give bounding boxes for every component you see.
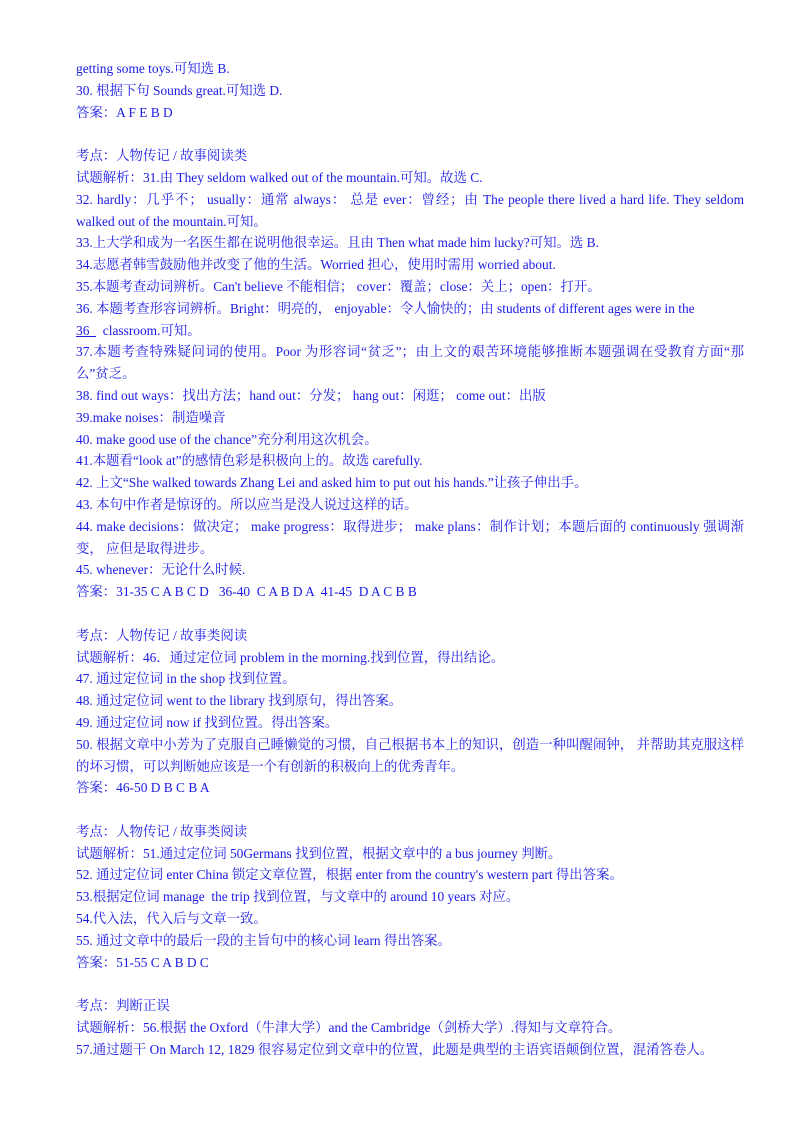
explanation-41: 41.本题看“look at”的感情色彩是积极向上的。故选 carefully. bbox=[76, 453, 423, 469]
explanation-38: 38. find out ways：找出方法；hand out：分发； hang out：闲逛； come out：出版 bbox=[76, 387, 546, 403]
explanation-36: 36. 本题考查形容词辨析。Bright：明亮的， enjoyable：令人愉快的；由 students of different ages were in the bbox=[76, 300, 695, 316]
explanation-31: 试题解析：31.由 They seldom walked out of the mountain.可知。故选 C. bbox=[76, 169, 483, 185]
explanation-48: 48. 通过定位词 went to the library 找到原句，得出答案。 bbox=[76, 693, 403, 709]
answer-explanation-page bbox=[76, 58, 744, 1061]
section-heading-56: 考点：判断正误 bbox=[76, 998, 170, 1014]
explanation-47: 47. 通过定位词 in the shop 找到位置。 bbox=[76, 671, 296, 687]
section-heading-46-50: 考点：人物传记 / 故事类阅读 bbox=[76, 627, 248, 643]
explanation-56: 试题解析：56.根据 the Oxford（牛津大学）and the Cambridge（剑桥大学）.得知与文章符合。 bbox=[76, 1020, 622, 1036]
explanation-32: 32. hardly：几乎不； usually：通常 always： 总是 ever：曾经；由 The people there lived a hard life. They seldom walked out of the mountain.可知。 bbox=[76, 191, 744, 229]
text-line-1: getting some toys.可知选 B. bbox=[76, 61, 230, 76]
explanation-43: 43. 本句中作者是惊讶的。所以应当是没人说过这样的话。 bbox=[76, 496, 418, 512]
answer-line-51-55: 答案：51-55 C A B D C bbox=[76, 954, 209, 970]
answer-line-46-50: 答案：46-50 D B C B A bbox=[76, 780, 210, 796]
explanation-51: 试题解析：51.通过定位词 50Germans 找到位置，根据文章中的 a bus journey 判断。 bbox=[76, 845, 562, 861]
explanation-37: 37.本题考查特殊疑问词的使用。Poor 为形容词“贫乏”；由上文的艰苦环境能够推断本题强调在受教育方面“那么”贫乏。 bbox=[76, 344, 744, 382]
answer-line-26-30: 答案：A F E B D bbox=[76, 104, 173, 120]
explanation-52: 52. 通过定位词 enter China 锁定文章位置，根据 enter from the country's western part 得出答案。 bbox=[76, 867, 623, 883]
explanation-49: 49. 通过定位词 now if 找到位置。得出答案。 bbox=[76, 714, 339, 730]
explanation-57: 57.通过题干 On March 12, 1829 很容易定位到文章中的位置，此题是典型的主语宾语颠倒位置，混淆答卷人。 bbox=[76, 1041, 714, 1057]
explanation-36-continued: 36 classroom.可知。 bbox=[76, 322, 201, 338]
section-heading-31-45: 考点：人物传记 / 故事阅读类 bbox=[76, 148, 248, 164]
explanation-35: 35.本题考查动词辨析。Can't believe 不能相信； cover：覆盖；close：关上；open：打开。 bbox=[76, 278, 601, 294]
explanation-46: 试题解析：46．通过定位词 problem in the morning.找到位置，得出结论。 bbox=[76, 649, 505, 665]
explanation-55: 55. 通过文章中的最后一段的主旨句中的核心词 learn 得出答案。 bbox=[76, 932, 451, 948]
blank-36: 36 bbox=[76, 322, 90, 338]
answer-line-31-45: 答案：31-35 C A B C D 36-40 C A B D A 41-45 D A C B B bbox=[76, 584, 417, 600]
explanation-50: 50. 根据文章中小芳为了克服自己睡懒觉的习惯，自己根据书本上的知识，创造一种叫醒闹钟， 并帮助其克服这样的坏习惯，可以判断她应该是一个有创新的积极向上的优秀青年。 bbox=[76, 736, 744, 774]
explanation-33: 33.上大学和成为一名医生都在说明他很幸运。且由 Then what made him lucky?可知。选 B. bbox=[76, 235, 599, 251]
explanation-53: 53.根据定位词 manage the trip 找到位置，与文章中的 around 10 years 对应。 bbox=[76, 889, 520, 905]
explanation-40: 40. make good use of the chance”充分利用这次机会。 bbox=[76, 431, 378, 447]
section-heading-51-55: 考点：人物传记 / 故事类阅读 bbox=[76, 823, 248, 839]
explanation-39: 39.make noises：制造噪音 bbox=[76, 409, 226, 425]
explanation-54: 54.代入法，代入后与文章一致。 bbox=[76, 911, 267, 927]
text-line-2: 30. 根据下句 Sounds great.可知选 D. bbox=[76, 82, 283, 98]
explanation-42: 42. 上文“She walked towards Zhang Lei and asked him to put out his hands.”让孩子伸出手。 bbox=[76, 475, 588, 491]
explanation-45: 45. whenever：无论什么时候. bbox=[76, 562, 246, 578]
explanation-34: 34.志愿者韩雪鼓励他并改变了他的生活。Worried 担心，使用时需用 worried about. bbox=[76, 257, 556, 273]
explanation-44: 44. make decisions：做决定； make progress：取得进步； make plans：制作计划；本题后面的 continuously 强调渐变， 应但是取得进步。 bbox=[76, 518, 744, 556]
